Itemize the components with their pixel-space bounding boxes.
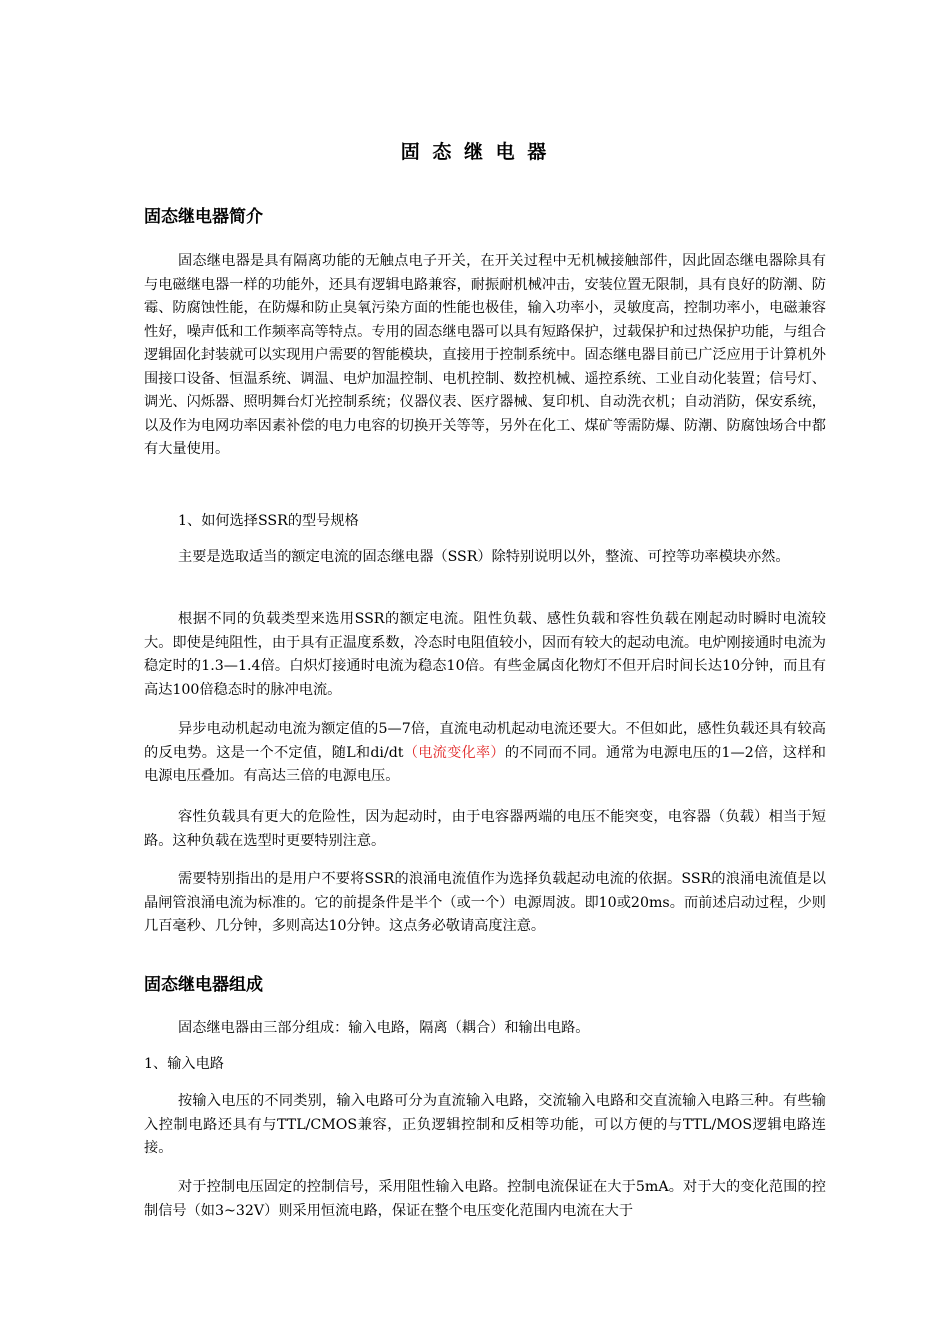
current-change-rate-note: （电流变化率） [403, 744, 505, 761]
paragraph-composition: 固态继电器由三部分组成：输入电路，隔离（耦合）和输出电路。 [178, 1020, 590, 1036]
paragraph-surge-current: 需要特别指出的是用户不要将SSR的浪涌电流值作为选择负载起动电流的依据。SSR的浪涌电流值是以晶闸管浪涌电流为标准的。它的前提条件是半个（或一个）电源周波。即10或20ms。而前述启动过程，少则几百毫秒、几分钟，多则高达10分钟。这点务必敬请高度注意。 [144, 871, 826, 934]
question-1-heading: 1、如何选择SSR的型号规格 [178, 513, 359, 529]
paragraph-capacitive-load: 容性负载具有更大的危险性，因为起动时，由于电容器两端的电压不能突变，电容器（负载）相当于短路。这种负载在选型时更要特别注意。 [144, 809, 826, 849]
section-heading-composition: 固态继电器组成 [144, 975, 263, 995]
paragraph-input-types: 按输入电压的不同类别，输入电路可分为直流输入电路，交流输入电路和交直流输入电路三种。有些输入控制电路还具有与TTL/CMOS兼容，正负逻辑控制和反相等功能，可以方便的与TTL/MOS逻辑电路连接。 [144, 1093, 826, 1156]
paragraph-control-signal: 对于控制电压固定的控制信号，采用阻性输入电路。控制电流保证在大于5mA。对于大的变化范围的控制信号（如3~32V）则采用恒流电路，保证在整个电压变化范围内电流在大于 [144, 1179, 826, 1219]
section-heading-intro: 固态继电器简介 [144, 207, 263, 227]
motor-text-start: 异步电动机起动电流为额定值的5—7倍，直流电动机起动电流还要大。不但如此，感性负载还具有较高的反电势。这是一个不定值，随L和di/dt [144, 721, 826, 761]
paragraph-motor-current [144, 718, 826, 789]
paragraph-select-current: 主要是选取适当的额定电流的固态继电器（SSR）除特别说明以外，整流、可控等功率模块亦然。 [178, 549, 790, 565]
motor-text-end: 的不同而不同。通常为电源电压的1—2倍，这样和电源电压叠加。有高达三倍的电源电压。 [144, 744, 826, 784]
paragraph-load-types: 根据不同的负载类型来选用SSR的额定电流。阻性负载、感性负载和容性负载在刚起动时瞬时电流较大。即使是纯阻性，由于具有正温度系数，冷态时电阻值较小，因而有较大的起动电流。电炉刚接通时电流为稳定时的1.3—1.4倍。白炽灯接通时电流为稳态10倍。有些金属卤化物灯不但开启时间长达10分钟，而且有高达100倍稳态时的脉冲电流。 [144, 611, 826, 698]
intro-paragraph: 固态继电器是具有隔离功能的无触点电子开关，在开关过程中无机械接触部件，因此固态继电器除具有与电磁继电器一样的功能外，还具有逻辑电路兼容，耐振耐机械冲击，安装位置无限制，具有良好的防潮、防霉、防腐蚀性能，在防爆和防止臭氧污染方面的性能也极佳，输入功率小，灵敏度高，控制功率小，电磁兼容性好，噪声低和工作频率高等特点。专用的固态继电器可以具有短路保护，过载保护和过热保护功能，与组合逻辑固化封装就可以实现用户需要的智能模块，直接用于控制系统中。固态继电器目前已广泛应用于计算机外围接口设备、恒温系统、调温、电炉加温控制、电机控制、数控机械、遥控系统、工业自动化装置；信号灯、调光、闪烁器、照明舞台灯光控制系统；仪器仪表、医疗器械、复印机、自动洗衣机；自动消防，保安系统，以及作为电网功率因素补偿的电力电容的切换开关等等，另外在化工、煤矿等需防爆、防潮、防腐蚀场合中都有大量使用。 [144, 253, 826, 457]
subheading-input-circuit: 1、输入电路 [144, 1056, 224, 1072]
document-title: 固 态 继 电 器 [400, 141, 550, 163]
